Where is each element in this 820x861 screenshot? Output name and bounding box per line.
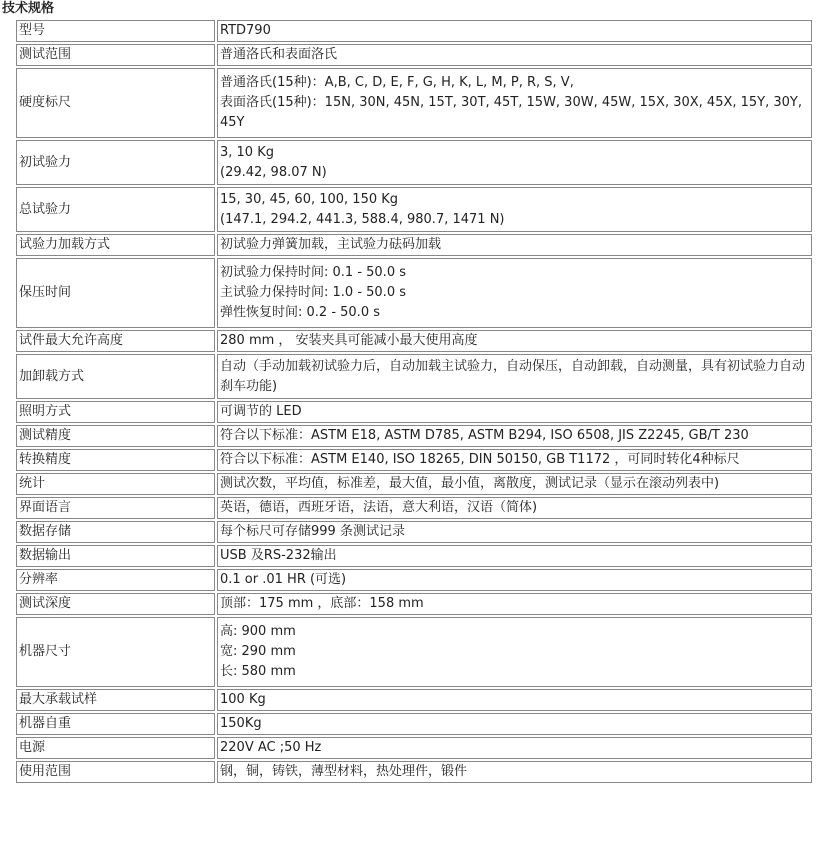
spec-key: 转换精度 [16,449,215,471]
spec-value-line: 符合以下标准：ASTM E140, ISO 18265, DIN 50150, GB T1172 ，可同时转化4种标尺 [220,452,740,467]
spec-key: 使用范围 [16,761,215,783]
spec-key: 测试范围 [16,44,215,66]
spec-value-line: 高: 900 mm [220,624,296,639]
spec-value-line: 自动（手动加载初试验力后，自动加载主试验力，自动保压，自动卸载，自动测量，具有初试验力自动刹车功能) [220,358,806,394]
spec-value-line: 可调节的 LED [220,404,302,419]
table-row [16,689,812,711]
spec-key: 测试深度 [16,593,215,615]
spec-value-line: 主试验力保持时间: 1.0 - 50.0 s [220,285,406,300]
spec-table [14,18,814,785]
spec-value [217,44,812,66]
spec-value-line: 15, 30, 45, 60, 100, 150 Kg [220,191,399,207]
spec-value-line: 280 mm ， 安装夹具可能减小最大使用高度 [220,333,478,348]
spec-value [217,449,812,471]
spec-value [217,737,812,759]
spec-value-line: 150Kg [220,716,262,731]
spec-key: 硬度标尺 [16,68,215,138]
spec-value-line: RTD790 [220,23,271,38]
spec-value-line: 符合以下标准：ASTM E18, ASTM D785, ASTM B294, ISO 6508, JIS Z2245, GB/T 230 [220,428,749,443]
spec-value-line: 顶部：175 mm ，底部：158 mm [220,596,424,611]
table-row [16,234,812,256]
spec-key: 数据存储 [16,521,215,543]
spec-value-line: 英语，德语，西班牙语，法语，意大利语，汉语（简体) [220,500,538,515]
spec-key: 试验力加载方式 [16,234,215,256]
spec-key: 照明方式 [16,401,215,423]
spec-value [217,401,812,423]
spec-key: 界面语言 [16,497,215,519]
spec-value-line: 表面洛氏(15种)：15N, 30N, 45N, 15T, 30T, 45T, 15W, 30W, 45W, 15X, 30X, 45X, 15Y, 30Y, 45Y [220,95,803,130]
spec-value-line: (147.1, 294.2, 441.3, 588.4, 980.7, 1471 N) [220,211,505,227]
spec-value-line: 0.1 or .01 HR (可选) [220,572,347,587]
spec-value-line: 钢，铜，铸铁，薄型材料，热处理件，锻件 [220,764,468,779]
table-row [16,140,812,185]
table-row [16,545,812,567]
spec-value-line: 100 Kg [220,692,266,707]
spec-value [217,425,812,447]
spec-value-line: 3, 10 Kg [220,144,274,160]
spec-value-line: 测试次数，平均值，标准差，最大值，最小值，离散度，测试记录（显示在滚动列表中) [220,476,720,491]
table-row [16,354,812,399]
spec-key: 数据输出 [16,545,215,567]
table-row [16,187,812,232]
spec-key: 分辨率 [16,569,215,591]
spec-value-line: 长: 580 mm [220,664,296,679]
spec-value [217,497,812,519]
spec-value [217,689,812,711]
table-row [16,737,812,759]
table-row [16,521,812,543]
spec-value [217,140,812,185]
spec-value [217,761,812,783]
table-row [16,258,812,328]
table-row [16,44,812,66]
table-row [16,20,812,42]
spec-key: 机器尺寸 [16,617,215,687]
spec-key: 保压时间 [16,258,215,328]
spec-value [217,473,812,495]
spec-table-body [16,20,812,783]
spec-key: 统计 [16,473,215,495]
spec-value-line: USB 及RS-232输出 [220,548,337,563]
spec-key: 最大承载试样 [16,689,215,711]
table-row [16,425,812,447]
spec-value [217,68,812,138]
spec-value-line: 宽: 290 mm [220,644,296,659]
spec-key: 机器自重 [16,713,215,735]
spec-value-line: 初试验力保持时间: 0.1 - 50.0 s [220,265,406,280]
spec-value [217,593,812,615]
spec-key: 试件最大允许高度 [16,330,215,352]
spec-value [217,545,812,567]
spec-value [217,354,812,399]
spec-value [217,521,812,543]
spec-key: 电源 [16,737,215,759]
spec-value-line: (29.42, 98.07 N) [220,164,327,180]
spec-value-line: 弹性恢复时间: 0.2 - 50.0 s [220,305,380,320]
spec-value [217,234,812,256]
spec-value [217,713,812,735]
spec-value-line: 普通洛氏(15种)：A,B, C, D, E, F, G, H, K, L, M, P, R, S, V, [220,75,574,90]
table-row [16,713,812,735]
spec-value-line: 每个标尺可存储999 条测试记录 [220,524,405,539]
table-row [16,473,812,495]
table-row [16,761,812,783]
spec-key: 测试精度 [16,425,215,447]
table-row [16,68,812,138]
table-row [16,617,812,687]
spec-key: 加卸载方式 [16,354,215,399]
spec-value-line: 初试验力弹簧加载，主试验力砝码加载 [220,237,442,252]
table-row [16,401,812,423]
spec-key: 初试验力 [16,140,215,185]
spec-value [217,187,812,232]
spec-value [217,258,812,328]
spec-value [217,569,812,591]
table-row [16,593,812,615]
spec-value [217,20,812,42]
table-row [16,330,812,352]
spec-key: 型号 [16,20,215,42]
page-title: 技术规格 [2,1,55,16]
table-row [16,497,812,519]
table-row [16,449,812,471]
spec-value [217,330,812,352]
table-row [16,569,812,591]
spec-key: 总试验力 [16,187,215,232]
spec-value [217,617,812,687]
spec-value-line: 220V AC ;50 Hz [220,740,322,755]
spec-value-line: 普通洛氏和表面洛氏 [220,47,338,62]
